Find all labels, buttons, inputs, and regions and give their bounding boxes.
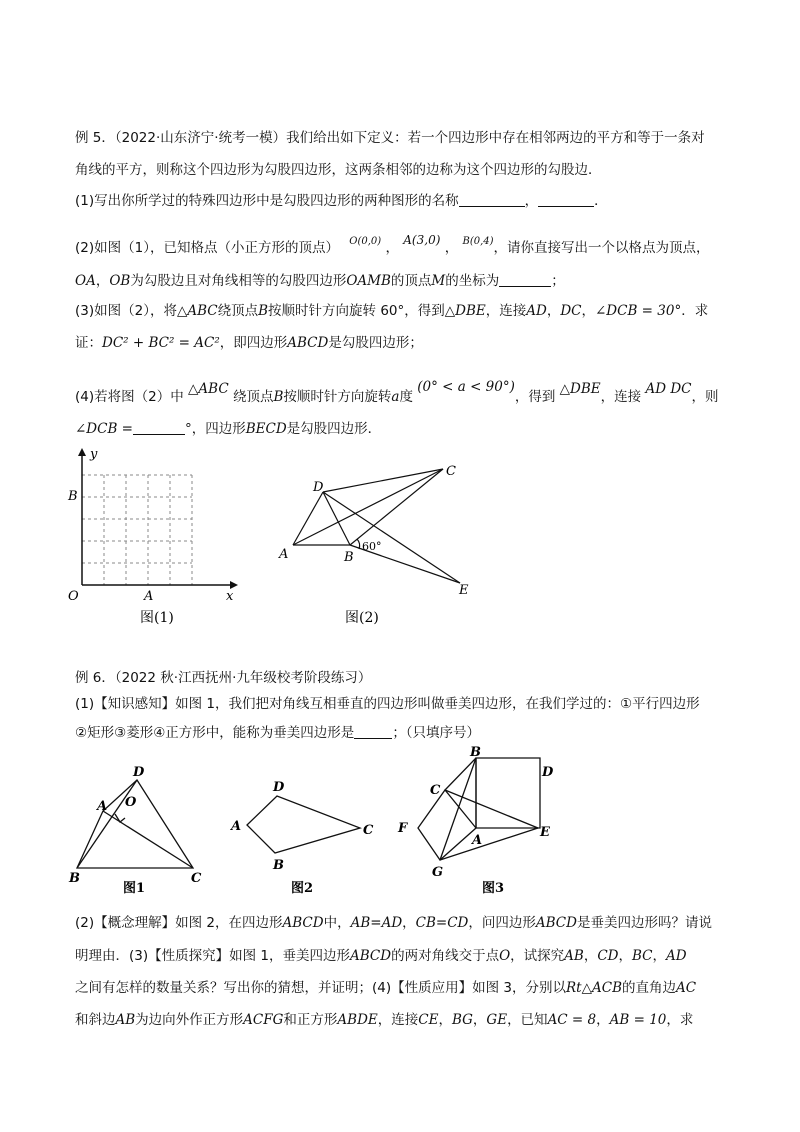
label-b: B: [273, 858, 284, 873]
q3-text-h: 是勾股四边形；: [328, 335, 423, 351]
figure-6-1: [65, 748, 215, 898]
math-ad: AD: [645, 381, 667, 397]
p2-text-a: (2)【概念理解】如图 2，在四边形: [75, 915, 283, 931]
segment-bc: [445, 758, 476, 790]
ex5-line1: 例 5．（2022·山东济宁·统考一模）我们给出如下定义：若一个四边形中存在相邻两边的平方和等于一条对: [75, 130, 705, 146]
math-abcd: ABCD: [350, 948, 392, 964]
ex5-q3-line1: [75, 301, 708, 321]
math-ab-10: AB = 10: [609, 1012, 667, 1028]
ex6-title: 例 6．（2022 秋·江西抚州·九年级校考阶段练习）: [75, 670, 372, 686]
comma: ，: [95, 273, 110, 289]
ex5-q2-line2: [75, 271, 565, 291]
comma: ，: [596, 1012, 610, 1028]
label-a: A: [97, 799, 108, 814]
ex5-q4-line1: [75, 377, 718, 407]
math-becd: BECD: [245, 421, 287, 437]
comma: ，: [524, 193, 539, 209]
p4-text-b: 的直角边: [622, 980, 676, 996]
math-tri-abc: △ABC: [188, 381, 229, 397]
comma: ，: [583, 948, 598, 964]
math-dc: DC: [560, 303, 582, 319]
comma: ，: [385, 240, 399, 256]
q4-text-i: 是勾股四边形．: [286, 421, 382, 437]
math-angle-dcb: ∠DCB =: [75, 421, 133, 437]
p2-text-d: 是垂美四边形吗？请说: [576, 915, 712, 931]
kite-abcd: [247, 796, 360, 853]
label-b: B: [470, 745, 481, 760]
q3-text-f: 证：: [75, 335, 102, 351]
p3-text-c: ，试探究: [510, 948, 565, 964]
fig62-caption: 图2: [291, 881, 314, 896]
q2-text-e: 的坐标为: [445, 273, 500, 289]
math-abcd: ABCD: [287, 335, 329, 351]
q2-text-c: 为勾股边且对角线相等的勾股四边形: [130, 273, 347, 289]
math-ab: AB: [115, 1012, 136, 1028]
ex5-q3-line2: [75, 333, 423, 353]
square-abde: [476, 758, 540, 828]
square-acfg: [418, 790, 476, 860]
p1-text-b: ②矩形③菱形④正方形中，能称为垂美四边形是: [75, 725, 355, 741]
label-d: D: [542, 765, 554, 780]
q4-text-d: 度: [399, 389, 413, 405]
q2-text-b: ，请你直接写出一个以格点为顶点，: [493, 240, 710, 256]
figure-1-grid: [60, 440, 250, 630]
fig63-caption: 图3: [482, 881, 505, 896]
segment-ge: [440, 828, 538, 860]
math-tri-dbe: △DBE: [559, 381, 601, 397]
label-e: E: [459, 583, 469, 598]
math-tri-dbe: △DBE: [444, 303, 486, 319]
segment-dc: [323, 469, 443, 492]
segment-de: [323, 492, 460, 583]
math-abcd: ABCD: [535, 915, 577, 931]
math-abde: ABDE: [337, 1012, 378, 1028]
p5-text-f: ，求: [666, 1012, 694, 1028]
ex6-p3: [75, 946, 687, 966]
math-ce: CE: [418, 1012, 439, 1028]
q3-text-a: (3)如图（2），将: [75, 303, 177, 319]
label-g: G: [432, 865, 444, 880]
label-angle-60: 60°: [362, 540, 382, 553]
fig2-caption: 图(2): [345, 610, 379, 626]
math-ad: AD: [666, 948, 687, 964]
label-f: F: [398, 821, 408, 836]
segment-ce: [445, 790, 538, 828]
label-d: D: [313, 480, 324, 495]
math-oamb: OAMB: [346, 273, 391, 289]
semicolon: ；: [551, 273, 565, 289]
ex6-p4: [75, 978, 696, 998]
label-a: A: [144, 589, 154, 604]
fig61-caption: 图1: [123, 881, 146, 896]
q2-blank[interactable]: [499, 272, 551, 287]
math-acfg: ACFG: [243, 1012, 284, 1028]
q4-text-h: °，四边形: [185, 421, 246, 437]
label-c: C: [430, 783, 441, 798]
figure-2: [275, 455, 485, 630]
p4-text-a: 之间有怎样的数量关系？写出你的猜想，并证明；(4)【性质应用】如图 3，分别以: [75, 980, 567, 996]
ex6-p5: [75, 1010, 693, 1030]
comma: ，: [444, 240, 459, 256]
y-axis-arrow: [78, 448, 86, 456]
point-b: B(0,4): [462, 236, 494, 247]
ex5-line2: 角线的平方，则称这个四边形为勾股四边形，这两条相邻的边称为这个四边形的勾股边．: [75, 162, 602, 178]
math-o: O: [499, 948, 511, 964]
label-a: A: [279, 547, 289, 562]
label-b: B: [69, 871, 80, 886]
q2-text-d: 的顶点: [390, 273, 432, 289]
comma: ，: [546, 303, 561, 319]
math-angle-dcb: ∠DCB = 30°: [594, 303, 682, 319]
quad-abcd: [77, 780, 193, 868]
q4-text-c: 按顺时针方向旋转: [283, 389, 392, 405]
label-d: D: [133, 765, 145, 780]
p3-text-a: 明理由．(3)【性质探究】如图 1，垂美四边形: [75, 948, 351, 964]
q4-text-b: 绕顶点: [232, 389, 274, 405]
right-angle-mark: [115, 814, 125, 822]
label-x: x: [226, 589, 234, 604]
label-o: O: [125, 795, 137, 810]
label-a: A: [231, 819, 242, 834]
point-a: A(3,0): [403, 233, 441, 247]
p5-text-e: ，已知: [507, 1012, 548, 1028]
p5-text-c: 和正方形: [283, 1012, 338, 1028]
p3-text-b: 的两对角线交于点: [391, 948, 500, 964]
label-e: E: [540, 825, 550, 840]
math-dc: DC: [670, 381, 692, 397]
p5-text-d: ，连接: [377, 1012, 419, 1028]
point-o: O(0,0): [349, 236, 382, 247]
math-tri-abc: △ABC: [176, 303, 218, 319]
ex5-q1: [75, 191, 608, 211]
label-o: O: [68, 589, 79, 604]
q4-text-e: ，得到: [514, 389, 556, 405]
math-abcd: ABCD: [282, 915, 324, 931]
comma: ，: [472, 1012, 487, 1028]
q4-blank[interactable]: [133, 420, 185, 435]
math-ge: GE: [486, 1012, 508, 1028]
p2-text-b: 中，: [323, 915, 351, 931]
comma: ，: [618, 948, 632, 964]
comma: ，: [652, 948, 667, 964]
label-c: C: [191, 871, 202, 886]
diagonal-ac: [103, 811, 193, 868]
q3-text-b: 绕顶点: [217, 303, 259, 319]
ex6-p1-line1: (1)【知识感知】如图 1，我们把对角线互相垂直的四边形叫做垂美四边形，在我们学过的：①平行四边形: [75, 696, 700, 712]
label-a: A: [472, 833, 483, 848]
q1-text: (1)写出你所学过的特殊四边形中是勾股四边形的两种图形的名称: [75, 193, 459, 209]
segment-bc: [350, 469, 443, 545]
math-b: B: [273, 389, 284, 405]
math-cd: CD: [597, 948, 619, 964]
math-rt-acb: Rt△ACB: [566, 980, 622, 996]
figure-6-2: [225, 775, 374, 896]
math-ab-ad: AB=AD: [350, 915, 403, 931]
math-ac: AC: [676, 980, 697, 996]
comma: ，: [402, 915, 416, 931]
label-b: B: [68, 489, 78, 504]
q4-text-a: (4)若将图（2）中: [75, 389, 184, 405]
x-axis-arrow: [230, 581, 238, 589]
ex5-q2-line1: [75, 230, 710, 258]
p5-text-b: 为边向外作正方形: [135, 1012, 244, 1028]
math-bg: BG: [451, 1012, 473, 1028]
ex6-p2: [75, 913, 712, 933]
diagonal-bd: [77, 780, 137, 868]
q4-text-f: ，连接: [600, 389, 642, 405]
q3-text-c: 按顺时针方向旋转 60°，得到: [268, 303, 445, 319]
math-equation: DC² + BC² = AC²: [102, 335, 220, 351]
math-cb-cd: CB=CD: [415, 915, 469, 931]
fig1-caption: 图(1): [140, 610, 174, 626]
math-bc: BC: [632, 948, 653, 964]
ex6-p1-line2: [75, 723, 480, 743]
q4-text-g: ，则: [691, 389, 719, 405]
q2-text-a: (2)如图（1），已知格点（小正方形的顶点）: [75, 240, 339, 256]
label-b: B: [344, 550, 354, 565]
label-d: D: [273, 780, 285, 795]
q3-text-g: ，即四边形: [219, 335, 288, 351]
label-y: y: [90, 447, 98, 462]
comma: ，: [438, 1012, 452, 1028]
ex5-q4-line2: [75, 419, 381, 439]
math-ob: OB: [109, 273, 131, 289]
p5-text-a: 和斜边: [75, 1012, 116, 1028]
math-alpha: a: [391, 389, 400, 405]
q1-blank-1[interactable]: [459, 192, 525, 207]
p2-text-c: ，问四边形: [468, 915, 536, 931]
period: ．: [594, 193, 608, 209]
math-oa: OA: [75, 273, 96, 289]
figure-6-3: [390, 745, 570, 898]
grid-lines: [82, 475, 192, 585]
p1-blank[interactable]: [354, 724, 392, 739]
q1-blank-2[interactable]: [538, 192, 594, 207]
math-m: M: [431, 273, 446, 289]
math-ad: AD: [526, 303, 547, 319]
math-range: (0° < a < 90°): [417, 379, 515, 395]
math-b: B: [258, 303, 269, 319]
p1-text-c: ；（只填序号）: [392, 725, 481, 741]
q3-text-e: ．求: [681, 303, 709, 319]
label-c: C: [363, 823, 374, 838]
math-ac-8: AC = 8: [547, 1012, 597, 1028]
q3-text-d: ，连接: [485, 303, 527, 319]
label-c: C: [446, 464, 456, 479]
comma: ，: [581, 303, 595, 319]
math-ab: AB: [564, 948, 584, 964]
